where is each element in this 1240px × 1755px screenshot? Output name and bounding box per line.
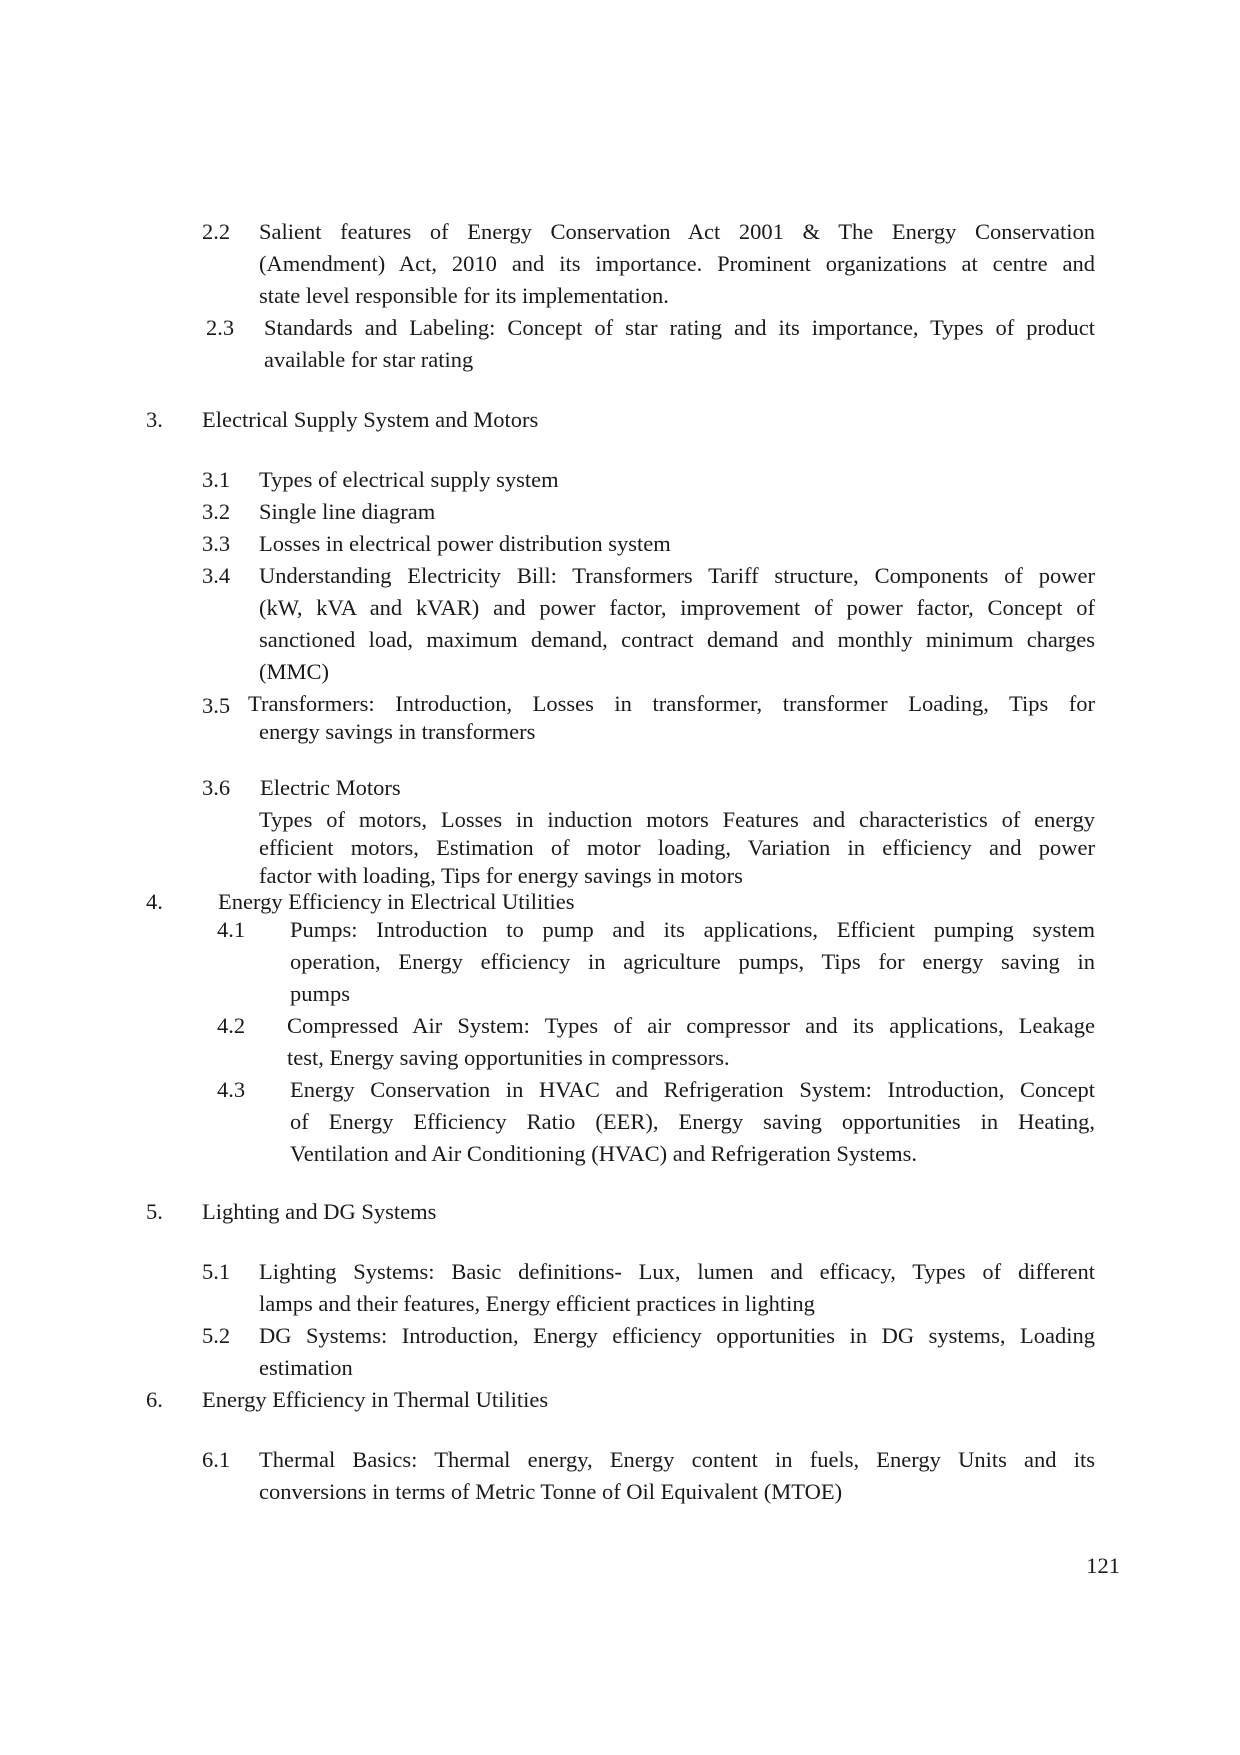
- item-number: 4.1: [217, 917, 246, 942]
- text-line: pumps: [290, 981, 351, 1006]
- item-number: 3.2: [202, 499, 231, 524]
- item-number: 5.2: [202, 1323, 231, 1348]
- text-line: conversions in terms of Metric Tonne of Oil Equivalent (MTOE): [259, 1479, 843, 1504]
- item-3-4-text: [259, 560, 1095, 688]
- item-4-2-text: [287, 1010, 1095, 1074]
- item-5-2-text: [259, 1320, 1095, 1384]
- section-heading: Lighting and DG Systems: [202, 1199, 437, 1224]
- section-number: 5.: [146, 1199, 163, 1224]
- text-line: (kW, kVA and kVAR) and power factor, improvement of power factor, Concept of: [259, 595, 1095, 620]
- item-number: 2.3: [206, 315, 235, 340]
- text-line: Understanding Electricity Bill: Transformers Tariff structure, Components of power: [259, 563, 1095, 588]
- item-6-1-text: [259, 1444, 1095, 1508]
- text-line: Energy Conservation in HVAC and Refrigeration System: Introduction, Concept: [290, 1077, 1095, 1102]
- item-text: Types of electrical supply system: [259, 467, 559, 492]
- section-number: 4.: [146, 889, 163, 914]
- text-line: available for star rating: [264, 347, 474, 372]
- text-line: Standards and Labeling: Concept of star rating and its importance, Types of product: [264, 315, 1095, 340]
- section-number: 3.: [146, 407, 163, 432]
- item-number: 4.3: [217, 1077, 246, 1102]
- section-heading: Energy Efficiency in Electrical Utilities: [218, 889, 575, 914]
- item-2-3-text: [264, 312, 1095, 376]
- text-line: (MMC): [259, 659, 330, 684]
- item-4-3-text: [290, 1074, 1095, 1170]
- item-number: 4.2: [217, 1013, 246, 1038]
- item-number: 2.2: [202, 219, 231, 244]
- text-line: efficient motors, Estimation of motor loading, Variation in efficiency and power: [259, 835, 1095, 860]
- item-3-5-text: [248, 690, 1095, 746]
- item-2-2-text: [259, 216, 1095, 312]
- item-number: 3.5: [202, 693, 231, 718]
- item-3-6-text: [259, 806, 1095, 890]
- item-heading: Electric Motors: [260, 775, 401, 800]
- text-line: state level responsible for its implementation.: [259, 283, 669, 308]
- item-text: Single line diagram: [259, 499, 436, 524]
- item-number: 3.6: [202, 775, 231, 800]
- item-number: 6.1: [202, 1447, 231, 1472]
- text-line: Ventilation and Air Conditioning (HVAC) and Refrigeration Systems.: [290, 1141, 918, 1166]
- text-line: Thermal Basics: Thermal energy, Energy content in fuels, Energy Units and its: [259, 1447, 1095, 1472]
- text-line: DG Systems: Introduction, Energy efficiency opportunities in DG systems, Loading: [259, 1323, 1095, 1348]
- text-line: sanctioned load, maximum demand, contract demand and monthly minimum charges: [259, 627, 1095, 652]
- text-line: Pumps: Introduction to pump and its applications, Efficient pumping system: [290, 917, 1095, 942]
- section-heading: Electrical Supply System and Motors: [202, 407, 539, 432]
- item-number: 3.3: [202, 531, 231, 556]
- item-text: Losses in electrical power distribution system: [259, 531, 671, 556]
- text-line: estimation: [259, 1355, 353, 1380]
- text-line: operation, Energy efficiency in agriculture pumps, Tips for energy saving in: [290, 949, 1095, 974]
- text-line: Transformers: Introduction, Losses in transformer, transformer Loading, Tips for: [248, 691, 1095, 716]
- text-line: of Energy Efficiency Ratio (EER), Energy saving opportunities in Heating,: [290, 1109, 1095, 1134]
- text-line: energy savings in transformers: [259, 719, 536, 744]
- text-line: (Amendment) Act, 2010 and its importance. Prominent organizations at centre and: [259, 251, 1095, 276]
- text-line: Compressed Air System: Types of air compressor and its applications, Leakage: [287, 1013, 1095, 1038]
- text-line: Salient features of Energy Conservation Act 2001 & The Energy Conservation: [259, 219, 1095, 244]
- text-line: Types of motors, Losses in induction motors Features and characteristics of energy: [259, 807, 1095, 832]
- section-number: 6.: [146, 1387, 163, 1412]
- item-number: 3.4: [202, 563, 231, 588]
- section-heading: Energy Efficiency in Thermal Utilities: [202, 1387, 549, 1412]
- text-line: factor with loading, Tips for energy savings in motors: [259, 863, 743, 888]
- item-5-1-text: [259, 1256, 1095, 1320]
- text-line: Lighting Systems: Basic definitions- Lux, lumen and efficacy, Types of different: [259, 1259, 1095, 1284]
- item-number: 5.1: [202, 1259, 231, 1284]
- item-number: 3.1: [202, 467, 231, 492]
- page-number: 121: [1086, 1553, 1120, 1578]
- item-4-1-text: [290, 914, 1095, 1010]
- text-line: test, Energy saving opportunities in compressors.: [287, 1045, 730, 1070]
- text-line: lamps and their features, Energy efficient practices in lighting: [259, 1291, 815, 1316]
